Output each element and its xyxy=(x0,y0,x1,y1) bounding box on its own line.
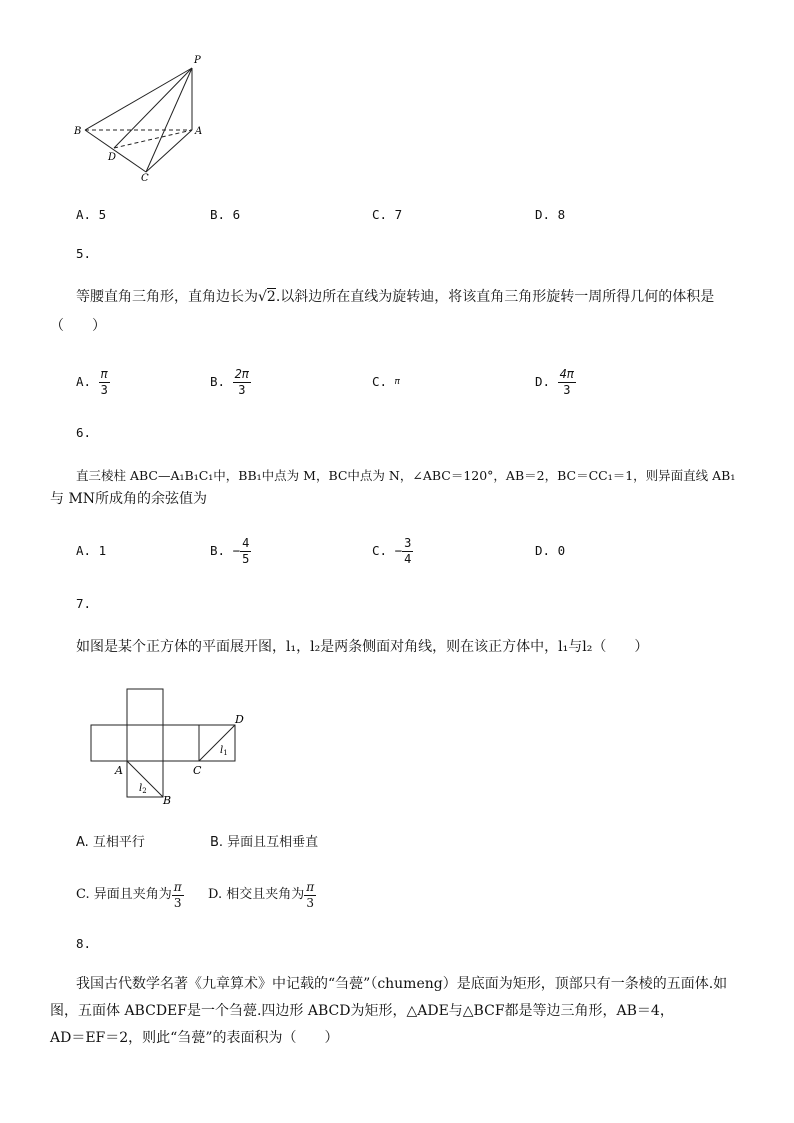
net-label-c: C xyxy=(193,764,202,777)
q7-c-den: 3 xyxy=(173,895,182,910)
net-row-face-3 xyxy=(163,725,199,761)
q4-option-d[interactable]: D. 8 xyxy=(535,207,566,222)
q8-line3: AD＝EF＝2，则此“刍甍”的表面积为（ ） xyxy=(50,1030,339,1046)
label-b: B xyxy=(74,126,82,137)
q5-text-a: 等腰直角三角形，直角边长为 xyxy=(76,289,258,305)
q5-a-label: A. xyxy=(76,374,92,389)
q8-number: 8. xyxy=(76,936,92,951)
q5-d-num: 4π xyxy=(559,366,575,381)
q7-option-a[interactable]: A. 互相平行 xyxy=(76,835,145,850)
q8-line1: 我国古代数学名著《九章算术》中记载的“刍甍”（chumeng）是底面为矩形，顶部只有一条棱的五面体.如 xyxy=(76,976,728,992)
q6-b-num: 4 xyxy=(242,535,250,550)
q7-d-den: 3 xyxy=(306,895,314,910)
q8-line2: 图，五面体 ABCDEF是一个刍甍.四边形 ABCD为矩形，△ADE与△BCF都是等边三角形，AB＝4， xyxy=(50,1003,674,1019)
q7-d-label: D. 相交且夹角为 xyxy=(208,887,305,902)
q5-text-b: .以斜边所在直线为旋转迪，将该直角三角形旋转一周所得几何的体积是 xyxy=(275,289,715,305)
edge-bc xyxy=(85,130,146,172)
q6-c-fraction xyxy=(402,536,413,567)
q7-option-b[interactable]: B. 异面且互相垂直 xyxy=(210,835,319,850)
net-top-face xyxy=(127,689,163,725)
edge-pc xyxy=(146,68,192,172)
q5-c-value: π xyxy=(394,377,401,387)
q6-c-num: 3 xyxy=(404,535,412,550)
q6-line1: 直三棱柱 ABC—A₁B₁C₁中，BB₁中点为 M，BC中点为 N，∠ABC＝120°，AB＝2，BC＝CC₁＝1，则异面直线 AB₁ xyxy=(76,468,736,483)
q5-stem xyxy=(76,287,714,307)
q6-c-den: 4 xyxy=(404,551,412,566)
net-label-l2: $l_2$ xyxy=(139,783,147,795)
sqrt-sign: √ xyxy=(258,289,267,305)
label-a: A xyxy=(195,126,203,137)
q5-b-num: 2π xyxy=(234,366,250,381)
q7-c-num: π xyxy=(173,879,182,894)
q5-d-den: 3 xyxy=(563,382,571,397)
q7-option-d[interactable] xyxy=(208,874,316,916)
q5-paren: （ ） xyxy=(50,318,106,334)
q5-d-fraction xyxy=(558,367,576,398)
q4-option-c[interactable]: C. 7 xyxy=(372,207,403,222)
q6-line2: 与 MN所成角的余弦值为 xyxy=(50,491,208,507)
pyramid-figure xyxy=(70,50,220,185)
cube-net-figure xyxy=(85,683,255,808)
edge-ad-dashed xyxy=(114,130,192,148)
q7-c-label: C. 异面且夹角为 xyxy=(76,887,172,902)
q6-b-fraction xyxy=(240,536,251,567)
label-c: C xyxy=(141,173,149,184)
q7-stem: 如图是某个正方体的平面展开图，l₁，l₂是两条侧面对角线，则在该正方体中，l₁与l₂（ ） xyxy=(76,639,649,655)
edge-pb xyxy=(85,68,192,130)
q5-c-label: C. xyxy=(372,374,388,389)
q6-option-d[interactable]: D. 0 xyxy=(535,543,566,558)
q5-option-d[interactable] xyxy=(535,362,576,402)
edge-pd xyxy=(114,68,192,148)
q5-a-num: π xyxy=(100,366,108,381)
q7-option-c[interactable] xyxy=(76,874,184,916)
q5-d-label: D. xyxy=(535,374,551,389)
q5-a-den: 3 xyxy=(100,382,108,397)
q6-number: 6. xyxy=(76,425,92,440)
q5-option-c[interactable] xyxy=(372,362,400,402)
q5-b-label: B. xyxy=(210,374,226,389)
q6-option-b[interactable] xyxy=(210,531,251,571)
q7-d-fraction xyxy=(304,880,316,911)
net-row-face-2 xyxy=(127,725,163,761)
q5-option-a[interactable] xyxy=(76,362,110,402)
label-p: P xyxy=(194,55,201,66)
net-label-a: A xyxy=(115,764,123,777)
q5-a-fraction xyxy=(99,367,110,398)
q5-number: 5. xyxy=(76,246,92,261)
net-label-d: D xyxy=(235,713,244,726)
edge-ca xyxy=(146,130,192,172)
q4-option-a[interactable]: A. 5 xyxy=(76,207,107,222)
q5-b-den: 3 xyxy=(238,382,246,397)
q5-b-fraction xyxy=(233,367,251,398)
q6-b-den: 5 xyxy=(242,551,250,566)
q7-number: 7. xyxy=(76,596,92,611)
net-row-face-1 xyxy=(91,725,127,761)
q4-option-b[interactable]: B. 6 xyxy=(210,207,241,222)
q7-d-num: π xyxy=(306,879,315,894)
q6-option-c[interactable] xyxy=(372,531,413,571)
net-label-b: B xyxy=(163,794,172,807)
q7-c-fraction xyxy=(172,880,184,911)
diagonal-l1 xyxy=(199,725,235,761)
label-d: D xyxy=(108,152,117,163)
q5-sqrt-value: 2 xyxy=(266,289,276,305)
q6-option-a[interactable]: A. 1 xyxy=(76,543,107,558)
q6-b-label: B. − xyxy=(210,543,241,558)
net-label-l1: $l_1$ xyxy=(220,745,228,757)
q5-option-b[interactable] xyxy=(210,362,251,402)
q6-c-label: C. − xyxy=(372,543,403,558)
